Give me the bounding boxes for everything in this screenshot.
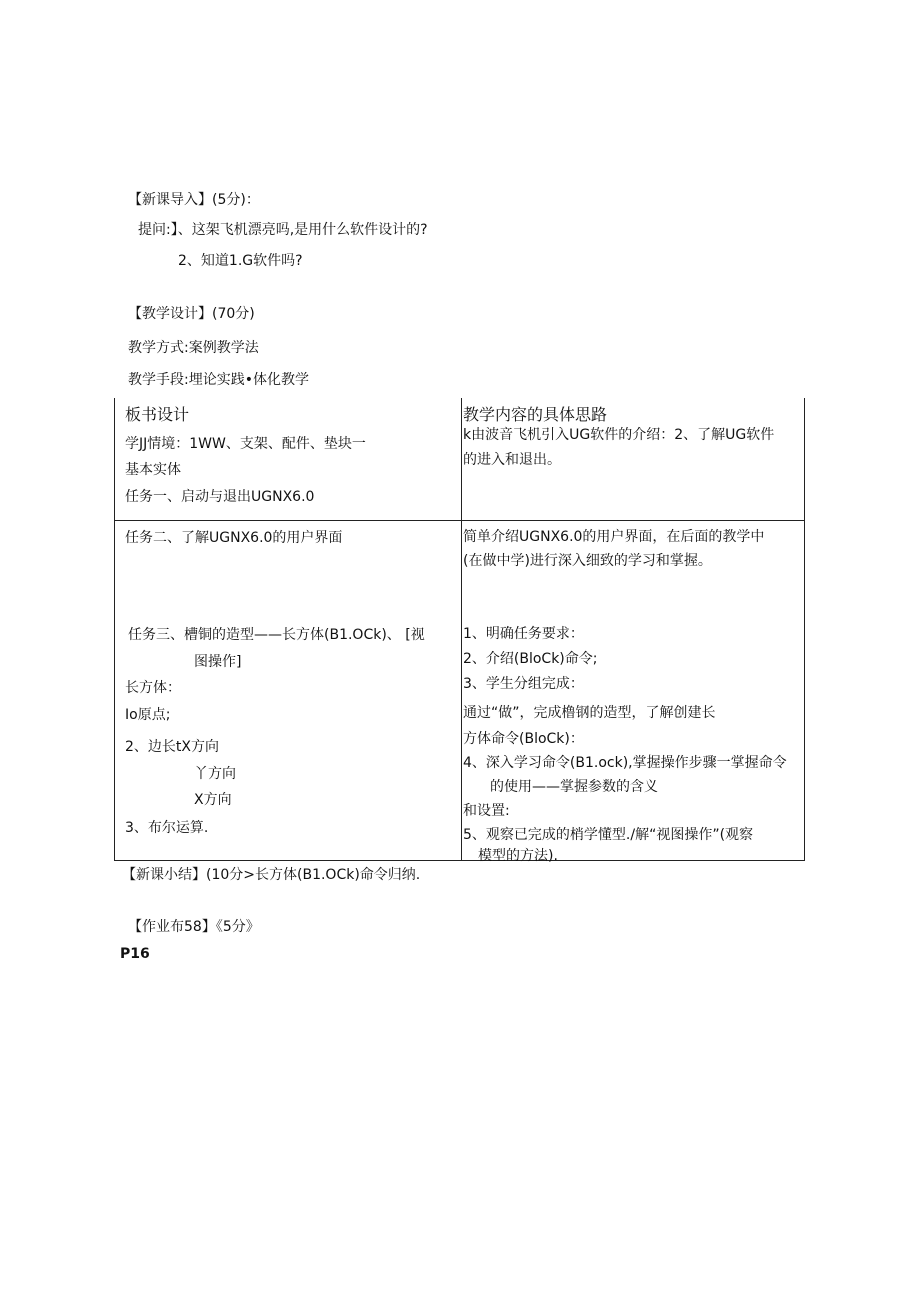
row2-left-line: 丫方向 [194,766,236,782]
row1-left-line: 任务一、启动与退出UGNX6.0 [125,489,315,505]
row2-right-line: 和设置: [463,803,510,819]
row2-right-line: (在做中学)进行深入细致的学习和掌握。 [463,553,712,569]
row2-right-line: 1、明确任务要求： [463,626,584,642]
row2-right-line: 2、介绍(BloCk)命令; [463,651,598,667]
intro-question-1: 提问:】、这架飞机漂亮吗,是用什么软件设计的? [138,222,428,238]
homework-heading: 【作业布58】《5分》 [128,919,260,935]
row2-left-line: Io原点; [125,707,171,723]
intro-question-2: 2、知道1.G软件吗? [178,253,303,269]
board-design-header: 板书设计 [125,405,190,424]
table-bottom-border [114,860,805,861]
row2-right-line: 5、观察已完成的梢学懂型./解“视图操作”(观察 [463,827,754,843]
row2-right-line: 简单介绍UGNX6.0的用户界面，在后面的教学中 [463,529,765,545]
row2-left-line: 图操作] [194,654,242,670]
table-right-border [804,398,805,861]
row1-left-line: 学JJ情境：1WW、支架、配件、垫块一 [125,436,366,452]
design-heading: 【教学设计】(70分) [128,306,255,322]
row2-right-line: 通过“做”，完成橹钢的造型，了解创建长 [463,705,716,721]
table-row-divider [114,520,805,521]
row2-left-line: 长方体： [125,680,181,696]
row2-left-line: 任务二、了解UGNX6.0的用户界面 [125,530,343,546]
row2-left-line: 任务三、槽铜的造型——长方体(B1.OCk)、 [视 [128,627,425,643]
lesson-summary: 【新课小结】(10分>长方体(B1.OCk)命令归纳. [122,867,421,883]
row2-right-line: 的使用——掌握参数的含义 [490,779,658,795]
row1-right-line: 的进入和退出。 [463,452,561,468]
content-ideas-header: 教学内容的具体思路 [463,405,608,424]
row2-left-line: X方向 [194,792,232,808]
teaching-means: 教学手段:埋论实践•体化教学 [128,372,309,388]
homework-page: P16 [120,946,150,962]
row2-right-line: 3、学生分组完成： [463,676,584,692]
intro-heading: 【新课导入】(5分)： [128,192,260,208]
row2-right-line: 模型的方法). [478,848,558,864]
teaching-method: 教学方式:案例教学法 [128,340,259,356]
row2-left-line: 3、布尔运算. [125,820,209,836]
row2-right-line: 方体命令(BloCk)： [463,731,584,747]
table-mid-divider [461,398,462,861]
row1-left-line: 基本实体 [125,462,181,478]
row2-right-line: 4、深入学习命令(B1.ock),掌握操作步骤一掌握命令 [463,755,787,771]
row1-right-line: k由波音飞机引入UG软件的介绍：2、了解UG软件 [463,427,775,443]
table-left-border [114,398,115,861]
row2-left-line: 2、边长tX方向 [125,739,219,755]
